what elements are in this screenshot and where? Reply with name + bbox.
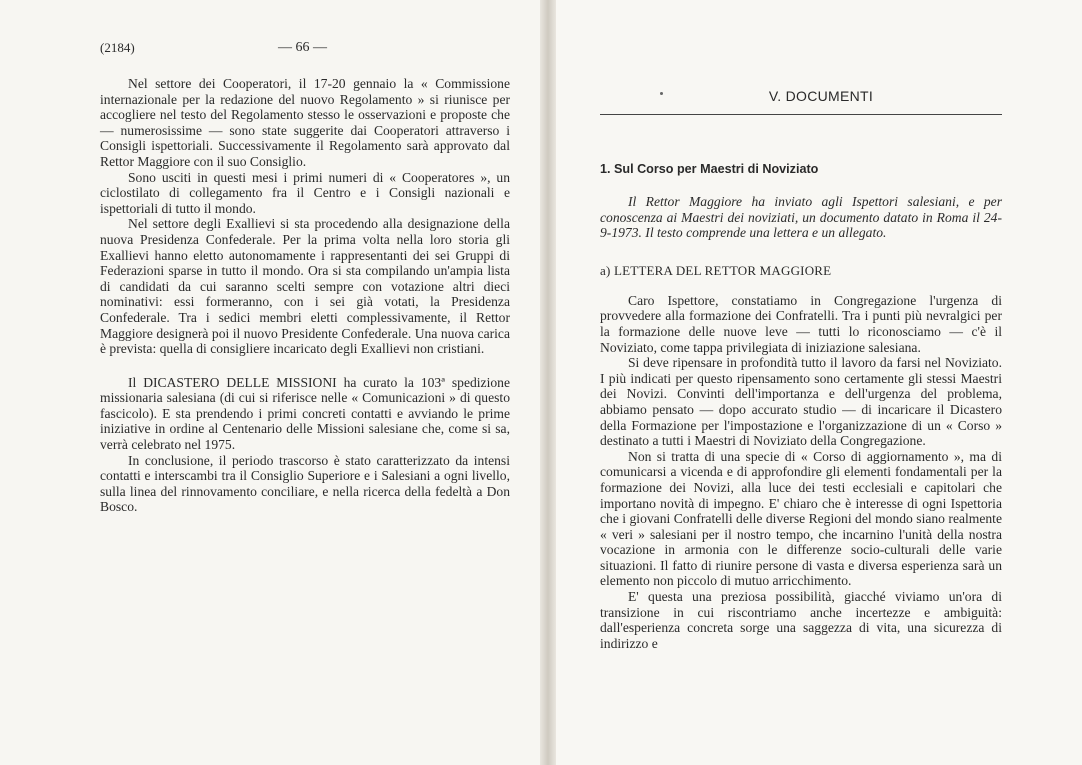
paragraph-conclusione: In conclusione, il periodo trascorso è stato caratterizzato da intensi contatti e interscambi tra il Consiglio Superiore e i Salesiani a ogni livello, sulla linea del rinnovamento conciliare, e nella ricerca della fedeltà a Don Bosco.: [100, 452, 510, 515]
issue-code: (2184): [100, 40, 135, 55]
paragraph-missioni: Il DICASTERO DELLE MISSIONI ha curato la 103ª spedizione missionaria salesiana (di cui si riferisce nelle « Comunicazioni » di questo fascicolo). E sta prendendo i primi concreti contatti e avviando le prime iniziative in ordine al Centenario delle Missioni salesiane che, come si sa, verrà celebrato nel 1975.: [100, 374, 510, 453]
section-title: V. DOCUMENTI: [768, 88, 874, 104]
section-header: [600, 88, 1002, 118]
letter-subheading: a) LETTERA DEL RETTOR MAGGIORE: [600, 262, 832, 278]
right-body-text: [600, 293, 1002, 652]
paragraph-caro-ispettore: Caro Ispettore, constatiamo in Congregazione l'urgenza di provvedere alla formazione dei Confratelli. Tra i punti più nevralgici per la formazione delle nuove leve — tutti lo riconosciamo — c'è il Noviziato, come tappa privilegiata di iniziazione salesiana.: [600, 292, 1002, 355]
right-page: [548, 0, 1082, 765]
book-gutter: [540, 0, 556, 765]
paragraph-cooperatores: Sono usciti in questi mesi i primi numeri di « Cooperatores », un ciclostilato di collegamento fra il Centro e i Consigli nazionali e ispettoriali di tutto il mondo.: [100, 169, 510, 216]
paragraph-exallievi: Nel settore degli Exallievi si sta procedendo alla designazione della nuova Presidenza Confederale. Per la prima volta nella loro storia gli Exallievi hanno eletto autonomamente i rappresentanti dei sei Gruppi di Federazioni sparse in tutto il mondo. Ora si sta compilando un'ampia lista di candidati da cui saranno scelti sempre con votazione altri dieci nominativi: essi formeranno, con i sei già votati, la Presidenza Confederale. Tra i sedici membri eletti complessivamente, il Rettor Maggiore designerà poi il nuovo Presidente Confederale. Una nuova carica è prevista: quella di consigliere incaricato degli Exallievi non cristiani.: [100, 216, 510, 357]
speck-mark: [660, 92, 663, 95]
document-heading: 1. Sul Corso per Maestri di Noviziato: [600, 162, 819, 176]
paragraph-cooperatori: Nel settore dei Cooperatori, il 17-20 gennaio la « Commissione internazionale per la redazione del nuovo Regolamento » si riunisce per accogliere nel testo del Regolamento stesso le osservazioni e proposte che — numerosissime — sono state suggerite dai Cooperatori attraverso i Consigli ispettoriali. Successivamente il Regolamento sarà approvato dal Rettor Maggiore con il suo Consiglio.: [100, 76, 510, 169]
paragraph-preziosa-possibilita: E' questa una preziosa possibilità, giacché viviamo un'ora di transizione in cui riscontriamo anche incertezze e ambiguità: dall'esperienza concreta sorge una saggezza di vita, una sicurezza di indirizzo e: [600, 589, 1002, 651]
paragraph-non-si-tratta: Non si tratta di una specie di « Corso di aggiornamento », ma di comunicarsi a vicenda e di approfondire gli elementi fondamentali per la formazione dei Novizi, alla luce dei testi ecclesiali e capitolari che importano novità di impegno. E' chiaro che è interesse di ogni Ispettoria che i giovani Confratelli delle diverse Regioni del mondo siano realmente « veri » salesiani per il nostro tempo, che incarnino l'unità della nostra vocazione in armonia con le differenze socio-culturali delle varie situazioni. Il fatto di riunire persone di vasta e diversa esperienza sarà un elemento non piccolo di mutuo arricchimento.: [600, 448, 1002, 589]
document-intro: Il Rettor Maggiore ha inviato agli Ispettori salesiani, e per conoscenza ai Maestri dei noviziati, un documento datato in Roma il 24-9-1973. Il testo comprende una lettera e un allegato.: [600, 194, 1002, 241]
page-number: — 66 —: [278, 40, 327, 55]
left-page-header: [100, 40, 518, 64]
paragraph-ripensare: Si deve ripensare in profondità tutto il lavoro da farsi nel Noviziato. I più indicati per questo ripensamento sono certamente gli stessi Maestri dei Novizi. Convinti dell'importanza e dell'urgenza del problema, abbiamo pensato — dopo accurato studio — di incaricare il Dicastero della Formazione per l'impostazione e l'organizzazione di un « Corso » destinato a tutti i Maestri di Noviziato della Congregazione.: [600, 355, 1002, 449]
section-rule: [600, 114, 1002, 115]
left-body-text: [100, 76, 510, 515]
